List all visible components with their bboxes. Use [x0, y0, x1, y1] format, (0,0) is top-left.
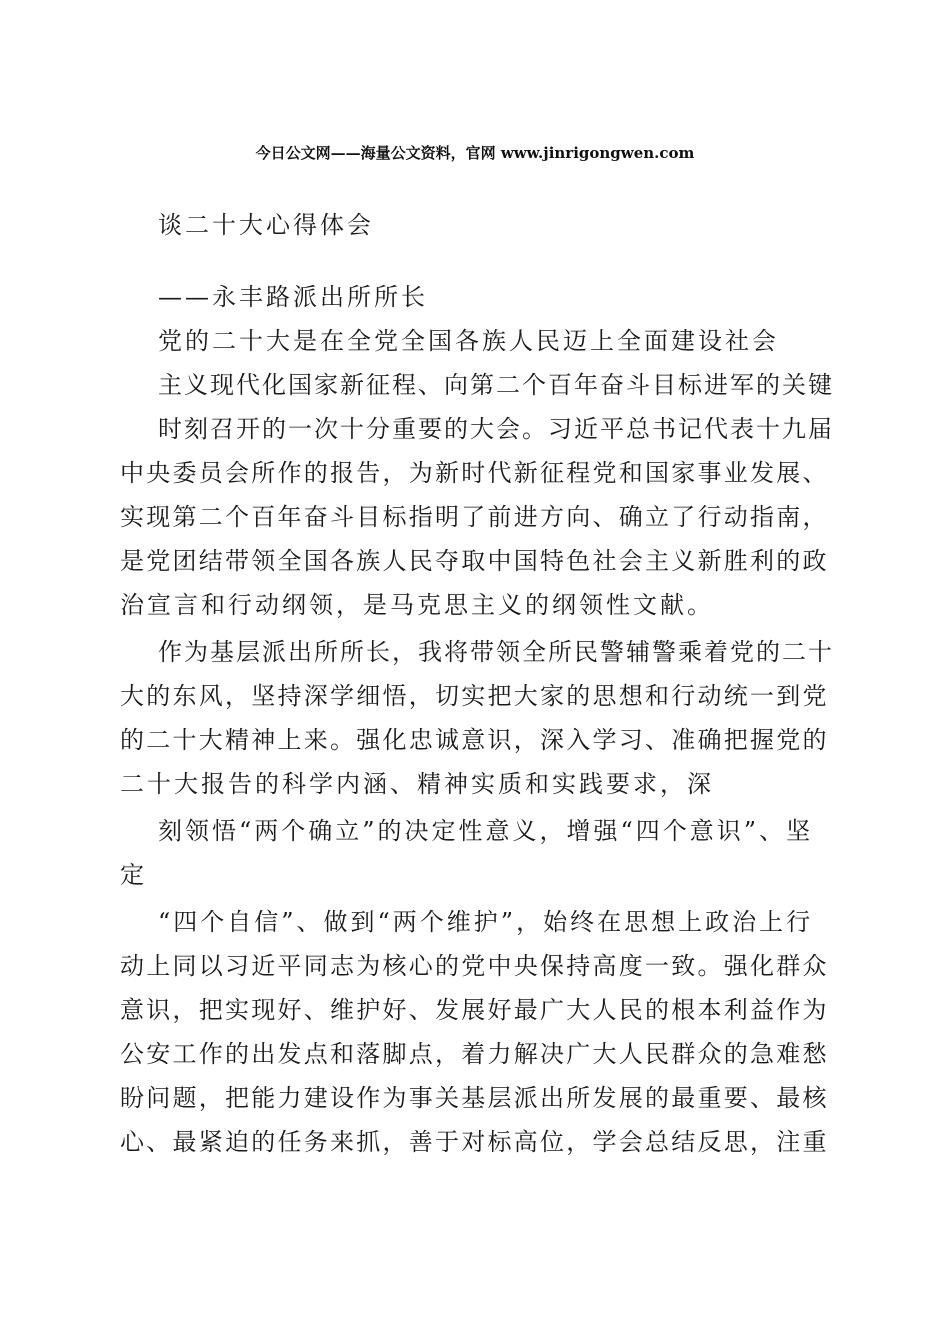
- paragraph-line: 时刻召开的一次十分重要的大会。习近平总书记代表十九届: [158, 415, 834, 443]
- site-header: 今日公文网——海量公文资料，官网 www.jinrigongwen.com: [255, 144, 695, 162]
- paragraph-line: 公安工作的出发点和落脚点，着力解决广大人民群众的急难愁: [120, 1040, 829, 1068]
- paragraph-line: 定: [120, 861, 147, 889]
- paragraph-line: 心、最紧迫的任务来抓，善于对标高位，学会总结反思，注重: [120, 1128, 829, 1156]
- paragraph-line: 大的东风，坚持深学细悟，切实把大家的思想和行动统一到党: [120, 682, 829, 710]
- document-title: 谈二十大心得体会: [158, 211, 374, 239]
- paragraph-line: 是党团结带领全国各族人民夺取中国特色社会主义新胜利的政: [120, 547, 829, 575]
- paragraph-line: 中央委员会所作的报告，为新时代新征程党和国家事业发展、: [120, 459, 829, 487]
- paragraph-line: 意识，把实现好、维护好、发展好最广大人民的根本利益作为: [120, 996, 829, 1024]
- paragraph-line: 刻领悟“两个确立”的决定性意义，增强“四个意识”、坚: [158, 817, 814, 845]
- paragraph-line: 盼问题，把能力建设作为事关基层派出所发展的最重要、最核: [120, 1084, 829, 1112]
- paragraph-line: 动上同以习近平同志为核心的党中央保持高度一致。强化群众: [120, 952, 829, 980]
- paragraph-line: 治宣言和行动纲领，是马克思主义的纲领性文献。: [120, 591, 714, 619]
- paragraph-line: 二十大报告的科学内涵、精神实质和实践要求，深: [120, 770, 714, 798]
- paragraph-line: “四个自信”、做到“两个维护”，始终在思想上政治上行: [158, 908, 814, 936]
- paragraph-line: 作为基层派出所所长，我将带领全所民警辅警乘着党的二十: [158, 638, 834, 666]
- paragraph-line: 主义现代化国家新征程、向第二个百年奋斗目标进军的关键: [158, 371, 834, 399]
- paragraph-line: 的二十大精神上来。强化忠诚意识，深入学习、准确把握党的: [120, 726, 829, 754]
- paragraph-line: 实现第二个百年奋斗目标指明了前进方向、确立了行动指南，: [120, 503, 829, 531]
- paragraph-line: 党的二十大是在全党全国各族人民迈上全面建设社会: [158, 327, 779, 355]
- document-author: ——永丰路派出所所长: [158, 283, 428, 311]
